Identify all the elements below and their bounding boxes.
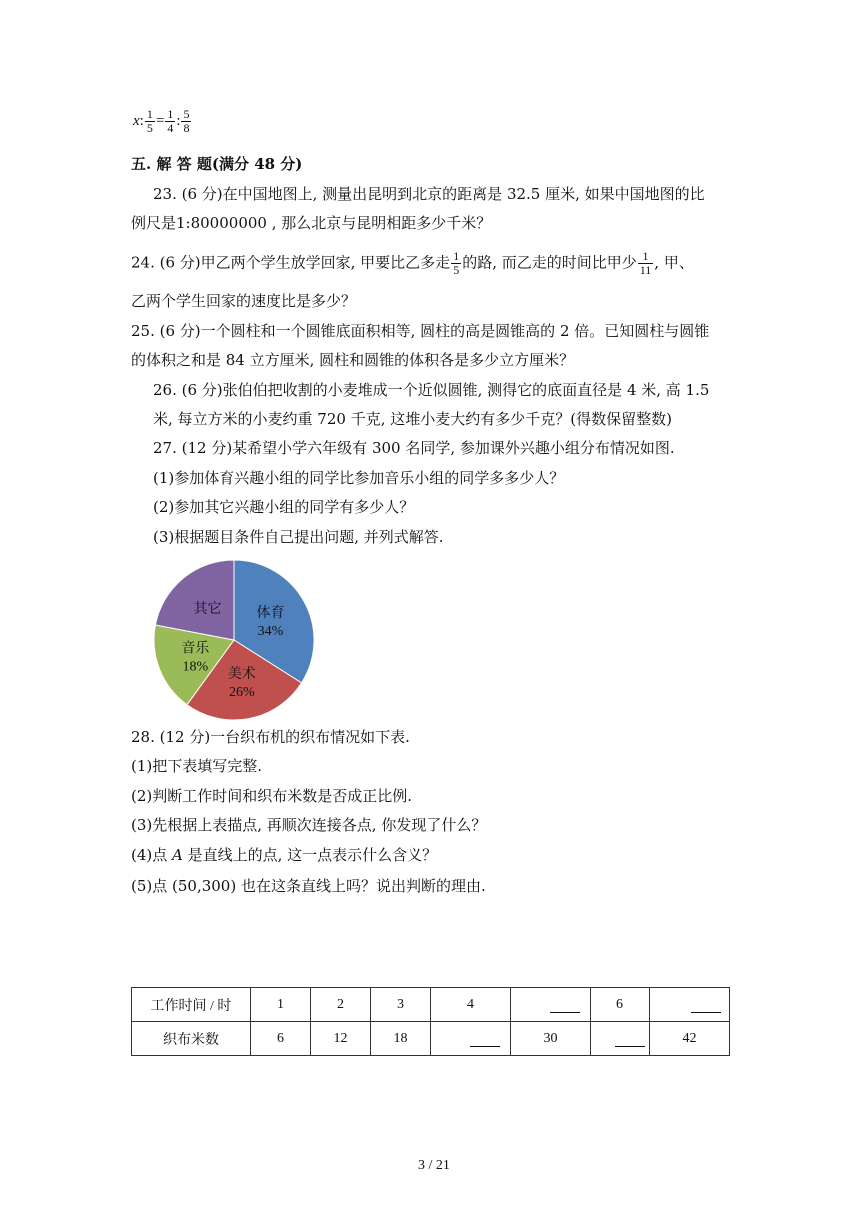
page-number: 3 / 21 xyxy=(418,1158,450,1173)
q28-sub4: (4)点 A 是直线上的点, 这一点表示什么含义？ xyxy=(131,846,438,864)
table-cell: 30 xyxy=(511,1022,591,1056)
table-cell: 18 xyxy=(371,1022,431,1056)
answer-blank[interactable] xyxy=(550,998,580,1013)
pie-percent-0: 34% xyxy=(257,623,284,639)
q28-sub3: (3)先根据上表描点, 再顺次连接各点, 你发现了什么？ xyxy=(131,816,487,834)
table-cell-blank[interactable] xyxy=(511,988,591,1022)
fraction: $\frac{1}{11}$ xyxy=(639,249,652,277)
table-cell: 12 xyxy=(311,1022,371,1056)
q28-sub2: (2)判断工作时间和织布米数是否成正比例. xyxy=(131,787,413,805)
q24-line2: 乙两个学生回家的速度比是多少？ xyxy=(131,292,357,310)
table-row-header: 工作时间 / 时 xyxy=(132,988,251,1022)
table-row-header: 织布米数 xyxy=(132,1022,251,1056)
loom-data-table xyxy=(131,987,730,1056)
eq-var: x xyxy=(133,112,140,129)
table-cell: 3 xyxy=(371,988,431,1022)
fraction: $\frac{1}{5}$ xyxy=(453,249,460,277)
proportion-equation: x: $\frac{1}{5}$ = $\frac{1}{4}$ : $\frac{5}{8}$ xyxy=(133,107,190,135)
q26-line2: 米, 每立方米的小麦约重 720 千克, 这堆小麦大约有多少千克？(得数保留整数) xyxy=(153,410,672,428)
q28-line1: 28. (12 分)一台织布机的织布情况如下表. xyxy=(131,728,410,746)
q27-sub2: (2)参加其它兴趣小组的同学有多少人？ xyxy=(153,498,415,516)
q27-line1: 27. (12 分)某希望小学六年级有 300 名同学, 参加课外兴趣小组分布情况如图. xyxy=(153,439,675,457)
q23-line2: 例尺是1:80000000 , 那么北京与昆明相距多少千米？ xyxy=(131,214,492,232)
table-cell: 6 xyxy=(251,1022,311,1056)
pie-label-2: 音乐 xyxy=(181,640,210,657)
answer-blank[interactable] xyxy=(615,1032,645,1047)
q24-line1: 24. (6 分)甲乙两个学生放学回家, 甲要比乙多走 $\frac{1}{5}$ 的路, 而乙走的时间比甲少 $\frac{1}{11}$ , 甲、 xyxy=(131,249,694,277)
table-cell: 42 xyxy=(650,1022,730,1056)
fraction: $\frac{1}{4}$ xyxy=(167,107,174,135)
q27-sub1: (1)参加体育兴趣小组的同学比参加音乐小组的同学多多少人？ xyxy=(153,469,565,487)
answer-blank[interactable] xyxy=(470,1032,500,1047)
pie-percent-2: 18% xyxy=(182,659,209,675)
table-row xyxy=(132,1022,730,1056)
fraction: $\frac{1}{5}$ xyxy=(146,107,153,135)
q23-line1: 23. (6 分)在中国地图上, 测量出昆明到北京的距离是 32.5 厘米, 如果中国地图的比 xyxy=(153,185,705,203)
pie-percent-1: 26% xyxy=(228,684,255,700)
pie-label-0: 体育 xyxy=(256,604,285,621)
table-row xyxy=(132,988,730,1022)
table-cell: 1 xyxy=(251,988,311,1022)
table-cell: 2 xyxy=(311,988,371,1022)
pie-label-3: 其它 xyxy=(193,600,222,617)
q25-line2: 的体积之和是 84 立方厘米, 圆柱和圆锥的体积各是多少立方厘米？ xyxy=(131,351,575,369)
table-cell: 4 xyxy=(431,988,511,1022)
interest-group-pie-chart xyxy=(150,556,318,724)
table-cell-blank[interactable] xyxy=(650,988,730,1022)
q26-line1: 26. (6 分)张伯伯把收割的小麦堆成一个近似圆锥, 测得它的底面直径是 4 米, 高 1.5 xyxy=(153,381,710,399)
pie-label-1: 美术 xyxy=(227,665,256,682)
table-cell-blank[interactable] xyxy=(591,1022,650,1056)
fraction: $\frac{5}{8}$ xyxy=(183,107,190,135)
q28-sub5: (5)点 (50,300) 也在这条直线上吗？说出判断的理由. xyxy=(131,877,486,895)
table-cell-blank[interactable] xyxy=(431,1022,511,1056)
q27-sub3: (3)根据题目条件自己提出问题, 并列式解答. xyxy=(153,528,444,546)
section-title: 五. 解 答 题(满分 48 分) xyxy=(131,155,303,173)
q28-sub1: (1)把下表填写完整. xyxy=(131,757,263,775)
q25-line1: 25. (6 分)一个圆柱和一个圆锥底面积相等, 圆柱的高是圆锥高的 2 倍。已知圆柱与圆锥 xyxy=(131,322,710,340)
table-cell: 6 xyxy=(591,988,650,1022)
answer-blank[interactable] xyxy=(691,998,721,1013)
